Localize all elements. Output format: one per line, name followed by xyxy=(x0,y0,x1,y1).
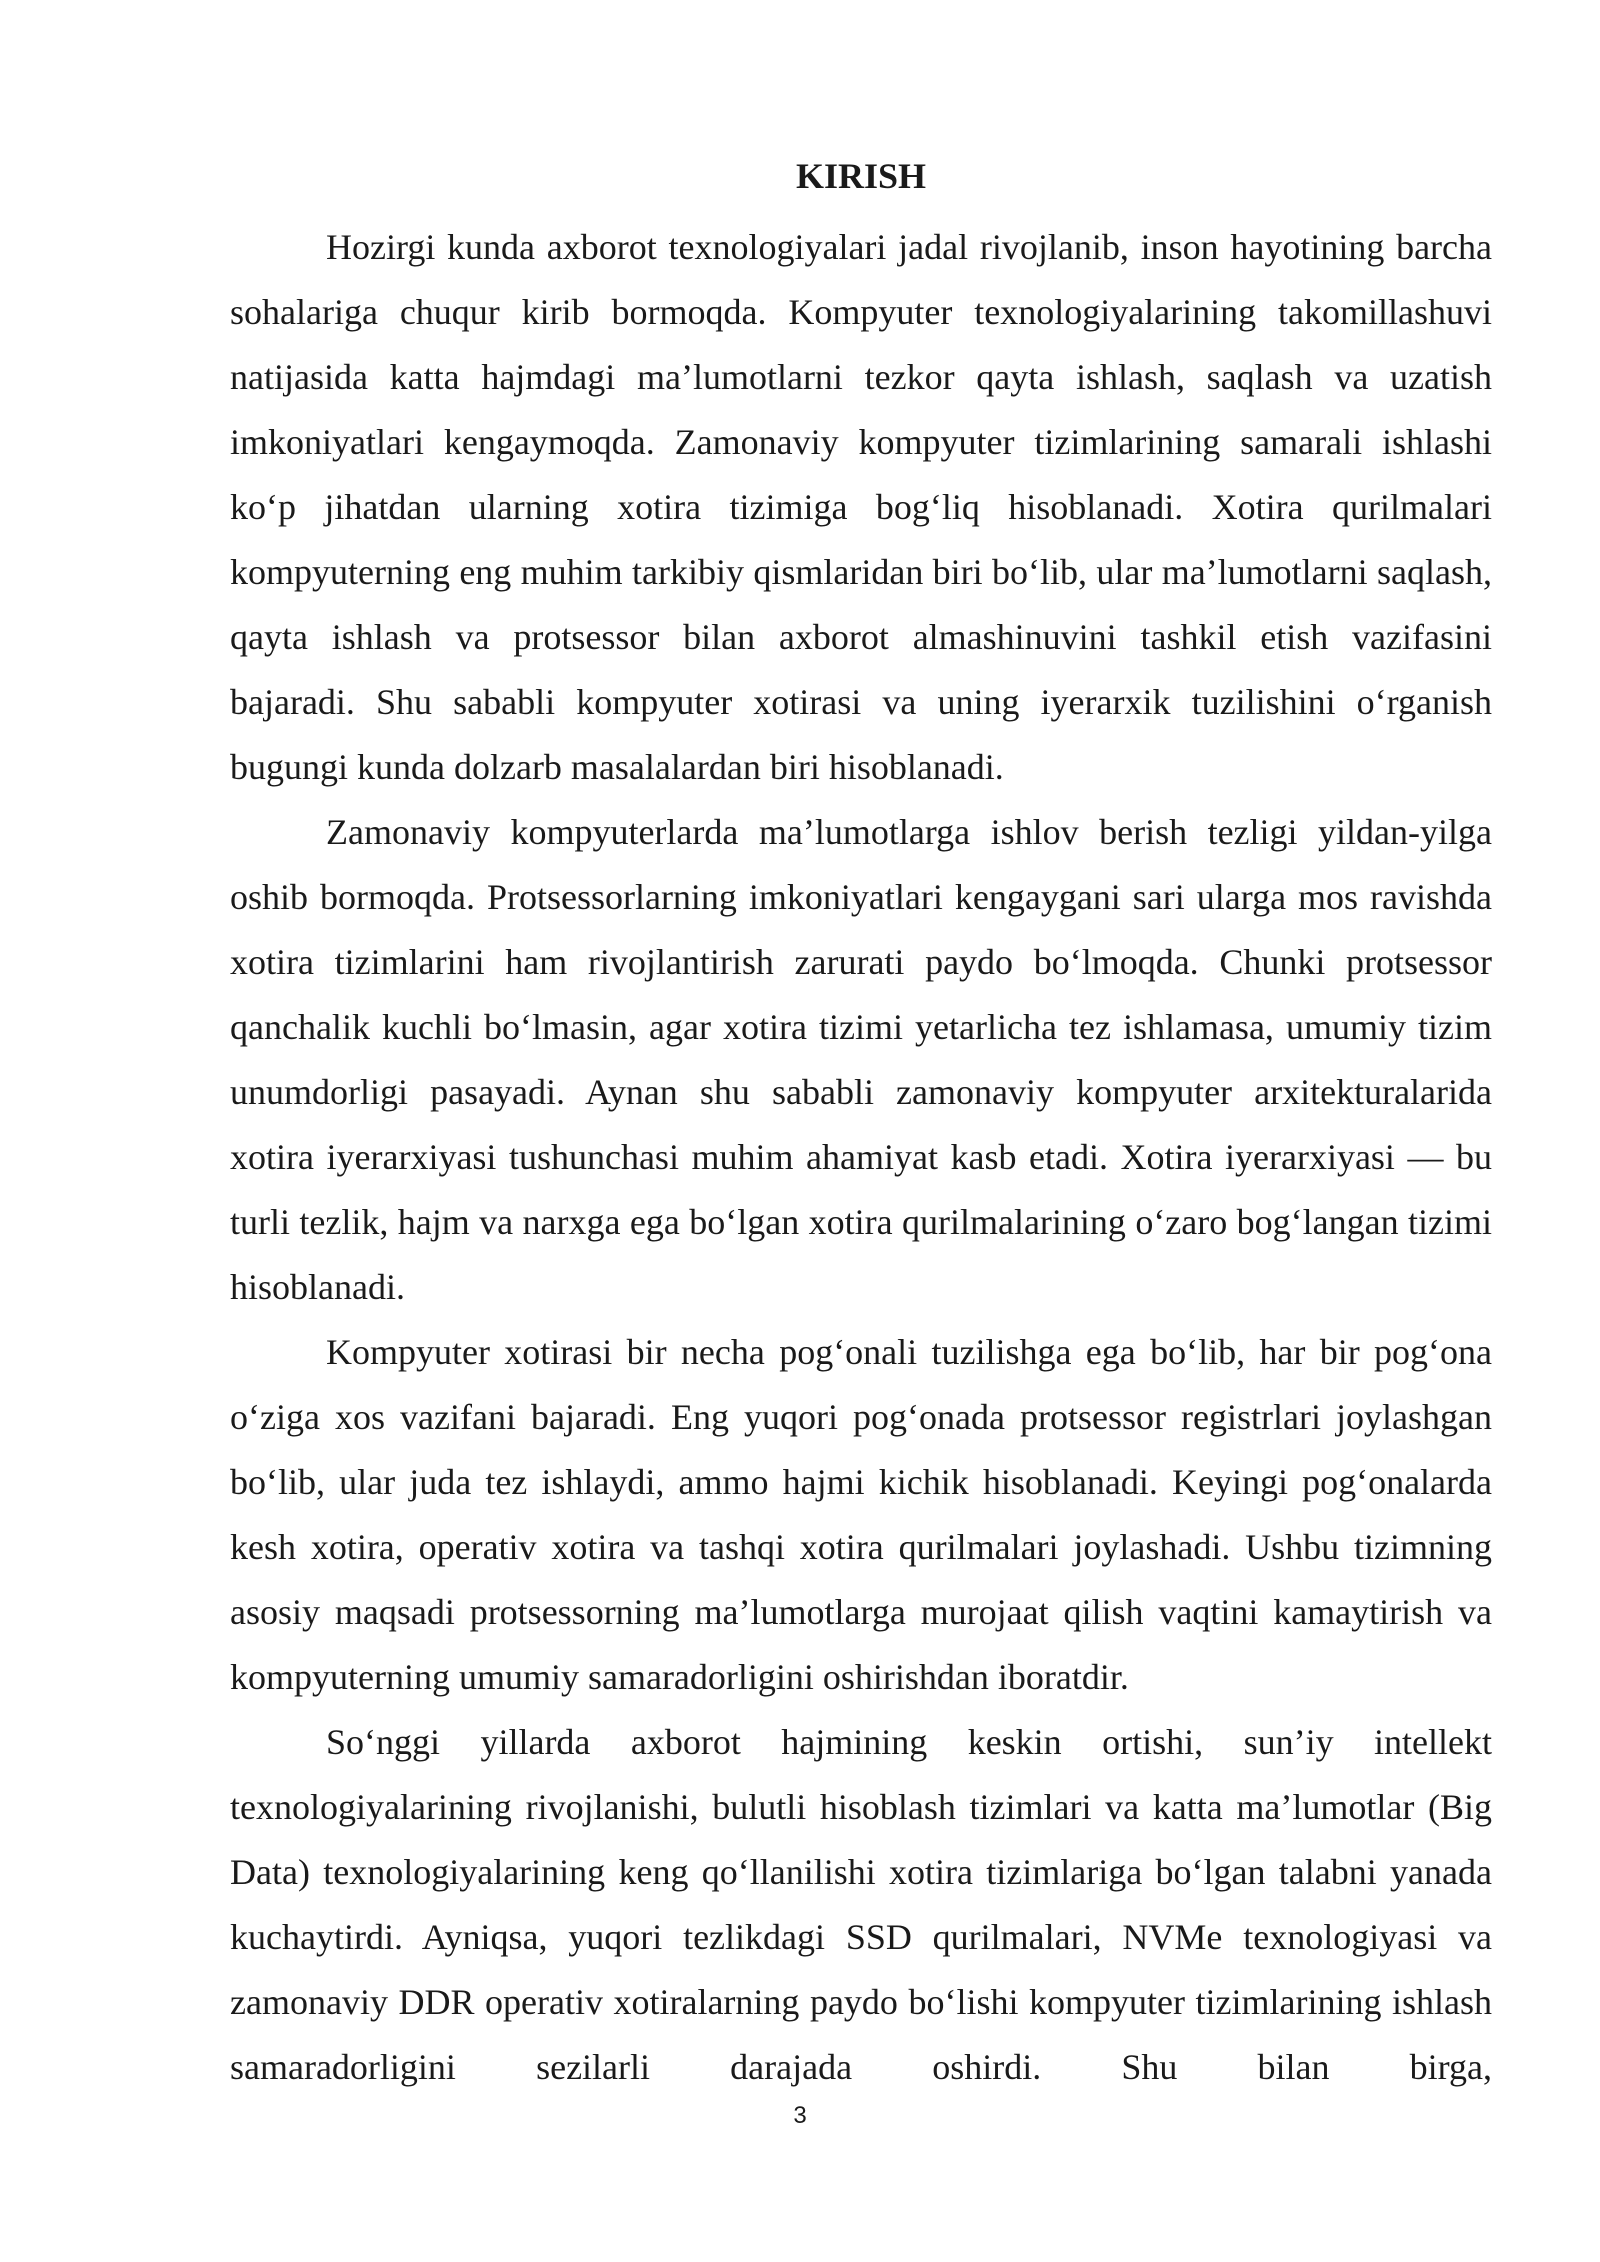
page-number: 3 xyxy=(793,2102,807,2129)
paragraph-4: So‘nggi yillarda axborot hajmining keskin ortishi, sun’iy intellekt texnologiyalarining rivojlanishi, bulutli hisoblash tizimlari va katta ma’lumotlar (Big Data) texnologiyalarining keng qo‘llanilishi xotira tizimlariga bo‘lgan talabni yanada kuchaytirdi. Ayniqsa, yuqori tezlikdagi SSD qurilmalari, NVMe texnologiyasi va zamonaviy DDR operativ xotiralarning paydo bo‘lishi kompyuter tizimlarining ishlash samaradorligini sezilarli darajada oshirdi. Shu bilan birga, xyxy=(230,1722,1492,2087)
paragraph-1: Hozirgi kunda axborot texnologiyalari jadal rivojlanib, inson hayotining barcha sohalariga chuqur kirib bormoqda. Kompyuter texnologiyalarining takomillashuvi natijasida katta hajmdagi ma’lumotlarni tezkor qayta ishlash, saqlash va uzatish imkoniyatlari kengaymoqda. Zamonaviy kompyuter tizimlarining samarali ishlashi ko‘p jihatdan ularning xotira tizimiga bog‘liq hisoblanadi. Xotira qurilmalari kompyuterning eng muhim tarkibiy qismlaridan biri bo‘lib, ular ma’lumotlarni saqlash, qayta ishlash va protsessor bilan axborot almashinuvini tashkil etish vazifasini bajaradi. Shu sababli kompyuter xotirasi va uning iyerarxik tuzilishini o‘rganish bugungi kunda dolzarb masalalardan biri hisoblanadi. xyxy=(230,227,1492,787)
page-content xyxy=(230,150,1492,2100)
paragraph-3: Kompyuter xotirasi bir necha pog‘onali tuzilishga ega bo‘lib, har bir pog‘ona o‘ziga xos vazifani bajaradi. Eng yuqori pog‘onada protsessor registrlari joylashgan bo‘lib, ular juda tez ishlaydi, ammo hajmi kichik hisoblanadi. Keyingi pog‘onalarda kesh xotira, operativ xotira va tashqi xotira qurilmalari joylashadi. Ushbu tizimning asosiy maqsadi protsessorning ma’lumotlarga murojaat qilish vaqtini kamaytirish va kompyuterning umumiy samaradorligini oshirishdan iboratdir. xyxy=(230,1332,1492,1697)
paragraph-2: Zamonaviy kompyuterlarda ma’lumotlarga ishlov berish tezligi yildan-yilga oshib bormoqda. Protsessorlarning imkoniyatlari kengaygani sari ularga mos ravishda xotira tizimlarini ham rivojlantirish zarurati paydo bo‘lmoqda. Chunki protsessor qanchalik kuchli bo‘lmasin, agar xotira tizimi yetarlicha tez ishlamasa, umumiy tizim unumdorligi pasayadi. Aynan shu sababli zamonaviy kompyuter arxitekturalarida xotira iyerarxiyasi tushunchasi muhim ahamiyat kasb etadi. Xotira iyerarxiyasi — bu turli tezlik, hajm va narxga ega bo‘lgan xotira qurilmalarining o‘zaro bog‘langan tizimi hisoblanadi. xyxy=(230,812,1492,1307)
section-title: KIRISH xyxy=(795,156,927,196)
